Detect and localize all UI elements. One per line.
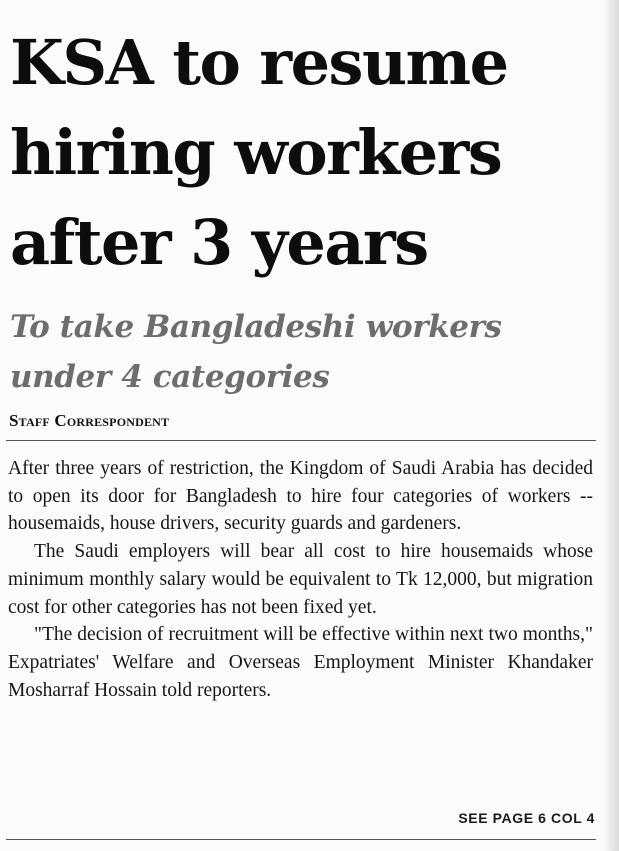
- byline-divider: [6, 440, 596, 441]
- paragraph: The Saudi employers will bear all cost to hire housemaids whose minimum monthly salary would be equivalent to Tk 12,000, but migration cost for other categories has not been fixed yet.: [8, 541, 593, 618]
- headline: KSA to resume hiring workers after 3 years: [10, 26, 508, 279]
- bottom-divider: [6, 839, 596, 840]
- paragraph: "The decision of recruitment will be effective within next two months," Expatriates' Welfare and Overseas Employment Minister Khandaker Mosharraf Hossain told reporters.: [8, 624, 593, 701]
- page-edge-shadow: [603, 0, 619, 851]
- paragraph: After three years of restriction, the Kingdom of Saudi Arabia has decided to open its door for Bangladesh to hire four categories of workers -- housemaids, house drivers, security guards and gardeners.: [8, 458, 593, 535]
- continuation-note: SEE PAGE 6 COL 4: [458, 810, 595, 826]
- byline: Staff Correspondent: [9, 411, 170, 430]
- subheadline: To take Bangladeshi workers under 4 categories: [10, 309, 502, 395]
- article-body: [8, 455, 593, 704]
